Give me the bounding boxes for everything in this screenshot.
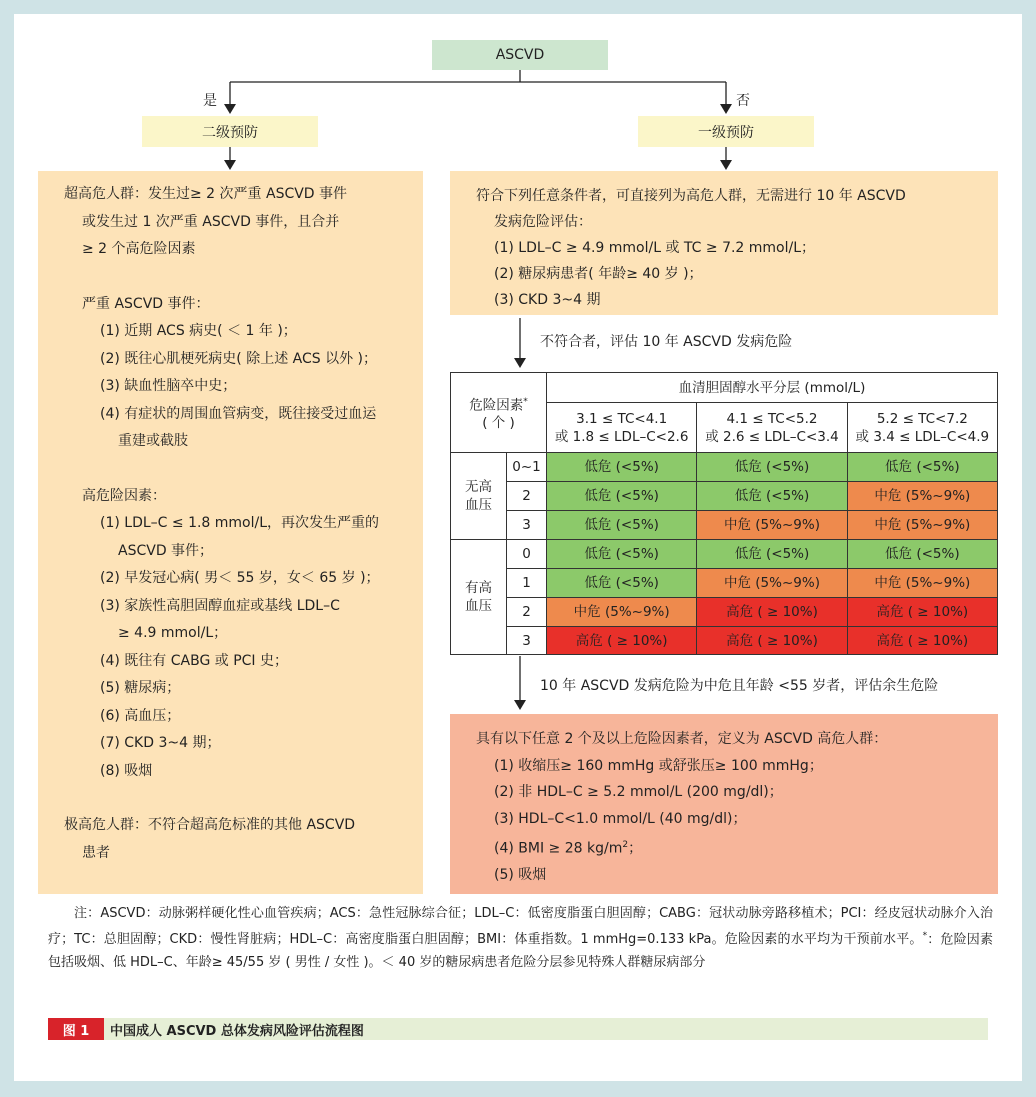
hypertension-group <box>451 540 507 655</box>
risk-factor-count: 3 <box>507 627 547 655</box>
severe-event-item: (4) 有症状的周围血管病变，既往接受过血运 <box>100 405 377 422</box>
high-risk-factor-item: (5) 糖尿病； <box>100 680 181 696</box>
bmi-text-end: ； <box>628 840 643 857</box>
risk-cell: 低危 (<5%) <box>547 453 697 482</box>
col1-ldl-range: 或 1.8 ≤ LDL–C<2.6 <box>554 428 689 445</box>
high-risk-factor-item: (1) LDL–C ≤ 1.8 mmol/L，再次发生严重的 <box>100 515 380 531</box>
ultra-high-risk-line: 超高危人群：发生过≥ 2 次严重 ASCVD 事件 <box>64 186 348 202</box>
figure-number: 图 1 <box>48 1018 104 1040</box>
severe-events-title: 严重 ASCVD 事件： <box>82 295 210 312</box>
bmi-text: (4) BMI ≥ 28 kg/m <box>494 840 623 857</box>
direct-high-risk-line: 符合下列任意条件者，可直接列为高危人群，无需进行 10 年 ASCVD <box>476 188 906 204</box>
col3-ldl-range: 或 3.4 ≤ LDL–C<4.9 <box>855 428 990 445</box>
risk-cell: 中危 (5%~9%) <box>847 482 997 511</box>
figure-title: 中国成人 ASCVD 总体发病风险评估流程图 <box>110 1023 364 1039</box>
severe-event-item: (3) 缺血性脑卒中史； <box>100 378 237 394</box>
group-label: 血压 <box>465 598 492 614</box>
risk-cell: 低危 (<5%) <box>547 540 697 569</box>
lifetime-risk-item: (1) 收缩压≥ 160 mmHg 或舒张压≥ 100 mmHg； <box>494 757 823 774</box>
risk-cell: 低危 (<5%) <box>697 482 847 511</box>
lifetime-risk-box <box>450 714 998 894</box>
bmi-superscript: 2 <box>622 840 629 850</box>
risk-cell: 中危 (5%~9%) <box>847 511 997 540</box>
risk-factor-count: 0 <box>507 540 547 569</box>
direct-high-risk-item: (3) CKD 3~4 期 <box>494 292 601 308</box>
lifetime-risk-item <box>476 832 988 862</box>
no-hypertension-group <box>451 453 507 540</box>
direct-high-risk-box <box>450 171 998 315</box>
risk-factor-count: 0~1 <box>507 453 547 482</box>
risk-cell: 低危 (<5%) <box>547 511 697 540</box>
assess-lifetime-risk-label: 10 年 ASCVD 发病危险为中危且年龄 <55 岁者，评估余生危险 <box>540 678 939 694</box>
severe-event-item: (2) 既往心肌梗死病史( 除上述 ACS 以外 )； <box>100 350 377 367</box>
figure-note <box>48 902 993 974</box>
col2-ldl-range: 或 2.6 ≤ LDL–C<3.4 <box>705 428 839 445</box>
ultra-high-risk-line: 或发生过 1 次严重 ASCVD 事件，且合并 <box>82 213 340 230</box>
col3-tc-range: 5.2 ≤ TC<7.2 <box>876 410 968 427</box>
high-risk-factor-item: (3) 家族性高胆固醇血症或基线 LDL–C <box>100 597 340 614</box>
high-risk-factor-item: ASCVD 事件； <box>118 542 214 559</box>
high-risk-factor-item: (6) 高血压； <box>100 707 181 724</box>
risk-cell: 高危 ( ≥ 10%) <box>697 598 847 627</box>
lifetime-risk-line: 具有以下任意 2 个及以上危险因素者，定义为 ASCVD 高危人群： <box>476 731 888 747</box>
risk-factor-count: 2 <box>507 598 547 627</box>
risk-factor-count: 1 <box>507 569 547 598</box>
cholesterol-level-header: 血清胆固醇水平分层 (mmol/L) <box>547 373 998 403</box>
very-high-risk-line: 极高危人群：不符合超高危标准的其他 ASCVD <box>64 817 356 833</box>
direct-high-risk-line: 发病危险评估： <box>494 214 592 230</box>
group-label: 无高 <box>465 479 492 495</box>
lifetime-risk-item: (5) 吸烟 <box>494 867 547 884</box>
high-risk-factor-item: ≥ 4.9 mmol/L； <box>118 625 228 641</box>
high-risk-factor-item: (4) 既往有 CABG 或 PCI 史； <box>100 652 288 669</box>
risk-cell: 中危 (5%~9%) <box>697 511 847 540</box>
lifetime-risk-item: (3) HDL–C<1.0 mmol/L (40 mg/dl)； <box>494 810 747 827</box>
col1-tc-range: 3.1 ≤ TC<4.1 <box>576 410 668 427</box>
high-risk-factor-item: (2) 早发冠心病( 男＜ 55 岁，女＜ 65 岁 )； <box>100 570 380 586</box>
risk-cell: 低危 (<5%) <box>847 453 997 482</box>
direct-high-risk-item: (2) 糖尿病患者( 年龄≥ 40 岁 )； <box>494 266 703 282</box>
group-label: 血压 <box>465 497 492 513</box>
risk-cell: 低危 (<5%) <box>847 540 997 569</box>
lifetime-risk-item: (2) 非 HDL–C ≥ 5.2 mmol/L (200 mg/dl)； <box>494 784 783 800</box>
cholesterol-column-3 <box>847 403 997 453</box>
secondary-prevention-node: 二级预防 <box>142 116 318 147</box>
group-label: 有高 <box>465 580 492 596</box>
risk-cell: 低危 (<5%) <box>697 540 847 569</box>
risk-cell: 高危 ( ≥ 10%) <box>847 598 997 627</box>
risk-stratification-table <box>450 372 998 655</box>
risk-cell: 低危 (<5%) <box>697 453 847 482</box>
risk-cell: 中危 (5%~9%) <box>697 569 847 598</box>
severe-event-item: (1) 近期 ACS 病史( ＜ 1 年 )； <box>100 323 297 339</box>
assess-10yr-risk-label: 不符合者，评估 10 年 ASCVD 发病危险 <box>540 334 793 350</box>
branch-no-label: 否 <box>736 93 750 109</box>
cholesterol-column-1 <box>547 403 697 453</box>
risk-cell: 中危 (5%~9%) <box>547 598 697 627</box>
risk-cell: 低危 (<5%) <box>547 482 697 511</box>
high-risk-factor-item: (7) CKD 3~4 期； <box>100 735 221 751</box>
note-text: ：危险因素包括吸烟、低 HDL–C、年龄≥ 45/55 岁 ( 男性 / 女性 )。＜ 40 岁的糖尿病患者危险分层参见特殊人群糖尿病部分 <box>48 932 993 971</box>
note-text: 注：ASCVD：动脉粥样硬化性心血管疾病；ACS：急性冠脉综合征；LDL–C：低密度脂蛋白胆固醇；CABG：冠状动脉旁路移植术；PCI：经皮冠状动脉介入治疗；TC：总胆固醇；CKD：慢性肾脏病；HDL–C：高密度脂蛋白胆固醇；BMI：体重指数。1 mmHg=0.133 kPa。危险因素的水平均为干预前水平。 <box>48 906 993 948</box>
ultra-high-risk-line: ≥ 2 个高危险因素 <box>82 241 196 257</box>
col2-tc-range: 4.1 ≤ TC<5.2 <box>726 410 818 427</box>
cholesterol-column-2 <box>697 403 847 453</box>
direct-high-risk-item: (1) LDL–C ≥ 4.9 mmol/L 或 TC ≥ 7.2 mmol/L； <box>494 240 816 256</box>
risk-factor-count: 2 <box>507 482 547 511</box>
risk-cell: 中危 (5%~9%) <box>847 569 997 598</box>
note-footnote-mark: * <box>922 931 928 941</box>
risk-cell: 低危 (<5%) <box>547 569 697 598</box>
risk-cell: 高危 ( ≥ 10%) <box>547 627 697 655</box>
severe-event-item: 重建或截肢 <box>118 433 188 449</box>
primary-prevention-node: 一级预防 <box>638 116 814 147</box>
ascvd-node: ASCVD <box>432 40 608 70</box>
risk-factor-count: 3 <box>507 511 547 540</box>
high-risk-factors-title: 高危险因素： <box>82 487 166 504</box>
risk-factor-unit: ( 个 ) <box>482 415 515 432</box>
risk-factor-header-text: 危险因素 <box>469 397 524 414</box>
risk-cell: 高危 ( ≥ 10%) <box>697 627 847 655</box>
risk-factor-header <box>451 373 547 453</box>
secondary-prevention-criteria-box <box>38 171 423 894</box>
risk-cell: 高危 ( ≥ 10%) <box>847 627 997 655</box>
high-risk-factor-item: (8) 吸烟 <box>100 762 153 779</box>
risk-factor-footnote-mark: * <box>523 396 528 407</box>
very-high-risk-line: 患者 <box>82 844 110 861</box>
branch-yes-label: 是 <box>203 93 217 109</box>
